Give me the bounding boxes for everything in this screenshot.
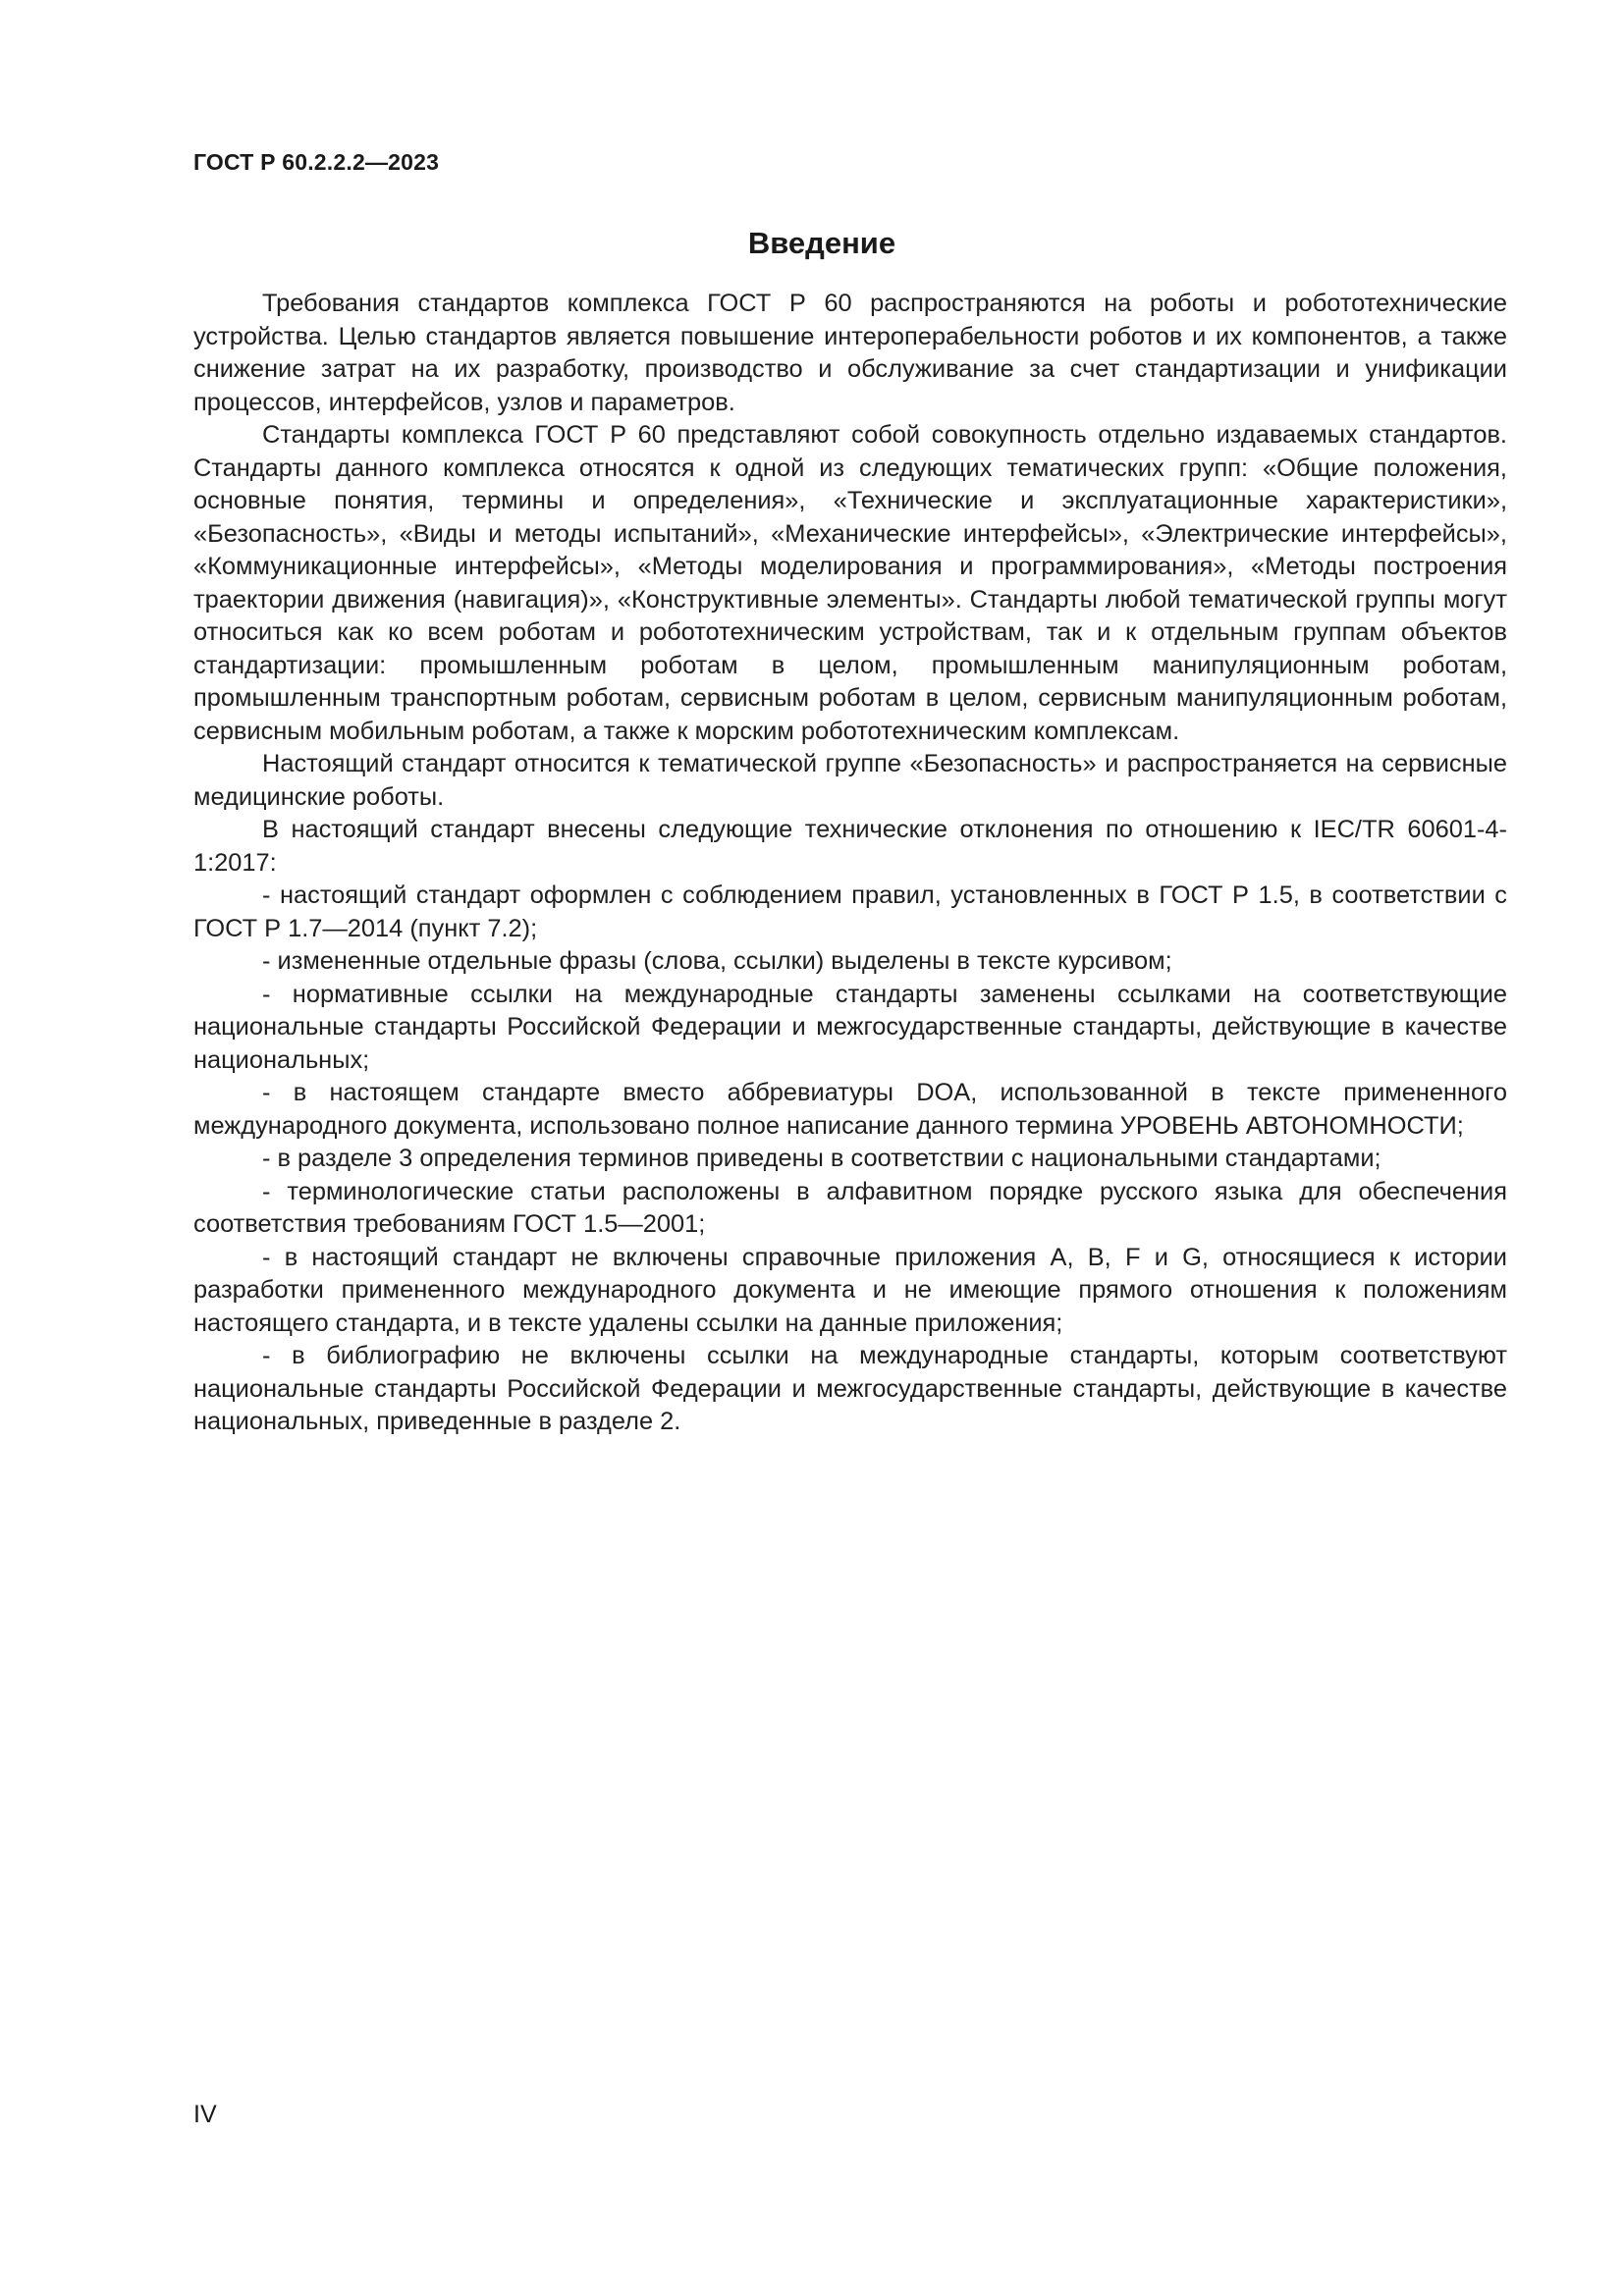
list-item: - в библиографию не включены ссылки на международные стандарты, которым соответствуют национальные стандарты Российской Федерации и межгосударственные стандарты, действующие в качестве национальных, приведенные в разделе 2. (193, 1342, 1507, 1435)
list-item: - в настоящий стандарт не включены справочные приложения А, В, F и G, относящиеся к истории разработки примененного международного документа и не имеющие прямого отношения к положениям настоящего стандарта, и в тексте удалены ссылки на данные приложения; (193, 1243, 1507, 1337)
list-item: - в разделе 3 определения терминов приведены в соответствии с национальными стандартами; (262, 1145, 1381, 1172)
list-item: - терминологические статьи расположены в алфавитном порядке русского языка для обеспечения соответствия требованиям ГОСТ 1.5—2001; (193, 1177, 1507, 1238)
document-header: ГОСТ Р 60.2.2.2—2023 (193, 149, 440, 175)
list-item: - в настоящем стандарте вместо аббревиатуры DOA, использованной в тексте примененного международного документа, использовано полное написание данного термина УРОВЕНЬ АВТОНОМНОСТИ; (193, 1079, 1507, 1140)
paragraph-groups: Стандарты комплекса ГОСТ Р 60 представляют собой совокупность отдельно издаваемых стандартов. Стандарты данного комплекса относятся к одной из следующих тематических групп: «Общие положения, основные понятия, термины и определения», «Технические и эксплуатационные характеристики», «Безопасность», «Виды и методы испытаний», «Механические интерфейсы», «Электрические интерфейсы», «Коммуникационные интерфейсы», «Методы моделирования и программирования», «Методы построения траектории движения (навигация)», «Конструктивные элементы». Стандарты любой тематической группы могут относиться как ко всем роботам и робототехническим устройствам, так и к отдельным группам объектов стандартизации: промышленным роботам в целом, промышленным манипуляционным роботам, промышленным транспортным роботам, сервисным роботам в целом, сервисным манипуляционным роботам, сервисным мобильным роботам, а также к морским робототехническим комплексам. (193, 421, 1507, 745)
body-text (193, 288, 1507, 1439)
section-title: Введение (747, 226, 896, 260)
list-item: - настоящий стандарт оформлен с соблюдением правил, установленных в ГОСТ Р 1.5, в соответствии с ГОСТ Р 1.7—2014 (пункт 7.2); (193, 881, 1507, 942)
page-number: IV (193, 2101, 217, 2128)
list-item: - нормативные ссылки на международные стандарты заменены ссылками на соответствующие национальные стандарты Российской Федерации и межгосударственные стандарты, действующие в качестве национальных; (193, 980, 1507, 1074)
paragraph-deviations: В настоящий стандарт внесены следующие технические отклонения по отношению к IEC/TR 60601-4-1:2017: (193, 816, 1507, 877)
paragraph-intro: Требования стандартов комплекса ГОСТ Р 60 распространяются на роботы и робототехнические устройства. Целью стандартов является повышение интероперабельности роботов и их компонентов, а также снижение затрат на их разработку, производство и обслуживание за счет стандартизации и унификации процессов, интерфейсов, узлов и параметров. (193, 290, 1507, 416)
paragraph-scope: Настоящий стандарт относится к тематической группе «Безопасность» и распространяется на сервисные медицинские роботы. (193, 750, 1507, 811)
list-item: - измененные отдельные фразы (слова, ссылки) выделены в тексте курсивом; (262, 947, 1172, 975)
